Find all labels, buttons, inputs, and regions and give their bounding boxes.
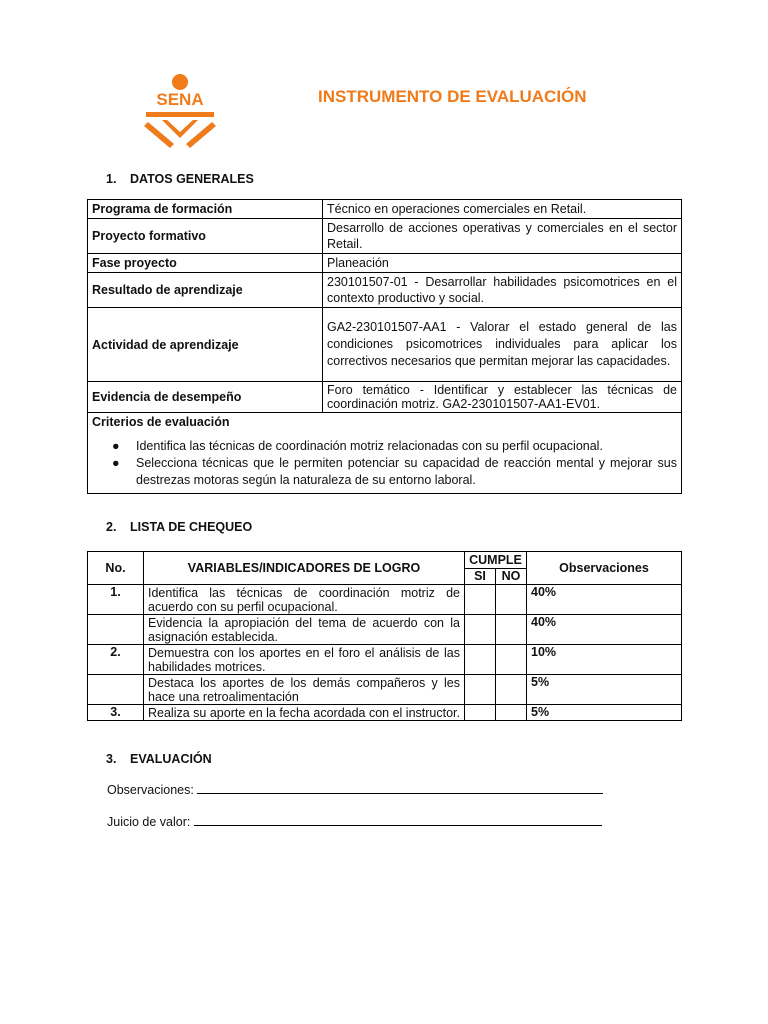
criteria-list [92, 438, 677, 489]
table-row [88, 645, 682, 675]
table-row [88, 200, 682, 219]
value-resultado: 230101507-01 - Desarrollar habilidades psicomotrices en el contexto productivo y social. [323, 273, 682, 308]
section-number: 1. [106, 172, 117, 186]
row-observation: 40% [527, 615, 682, 645]
checkbox-si[interactable] [465, 705, 496, 721]
label-evidencia: Evidencia de desempeño [88, 382, 323, 413]
label-resultado: Resultado de aprendizaje [88, 273, 323, 308]
section-evaluacion [106, 752, 212, 766]
value-actividad: GA2-230101507-AA1 - Valorar el estado general de las condiciones psicomotrices individuales para aplicar los correctivos necesarios que permitan mejorar las capacidades. [323, 308, 682, 382]
table-row [88, 219, 682, 254]
logo-text: SENA [156, 90, 204, 109]
row-number [88, 615, 144, 645]
section-number: 3. [106, 752, 117, 766]
row-observation: 40% [527, 585, 682, 615]
juicio-input-line[interactable] [194, 813, 602, 826]
checkbox-no[interactable] [496, 585, 527, 615]
row-indicator: Realiza su aporte en la fecha acordada con el instructor. [144, 705, 465, 721]
checkbox-si[interactable] [465, 675, 496, 705]
checkbox-no[interactable] [496, 645, 527, 675]
sena-logo [140, 72, 220, 152]
section-number: 2. [106, 520, 117, 534]
checkbox-si[interactable] [465, 585, 496, 615]
row-observation: 5% [527, 705, 682, 721]
row-indicator: Evidencia la apropiación del tema de acuerdo con la asignación establecida. [144, 615, 465, 645]
label-fase: Fase proyecto [88, 254, 323, 273]
checkbox-si[interactable] [465, 645, 496, 675]
label-actividad: Actividad de aprendizaje [88, 308, 323, 382]
section-title: DATOS GENERALES [130, 172, 254, 186]
checklist-table [87, 551, 682, 721]
label-proyecto: Proyecto formativo [88, 219, 323, 254]
row-indicator: Destaca los aportes de los demás compañeros y les hace una retroalimentación [144, 675, 465, 705]
value-evidencia: Foro temático - Identificar y establecer las técnicas de coordinación motriz. GA2-230101507-AA1-EV01. [323, 382, 682, 413]
row-number: 3. [88, 705, 144, 721]
juicio-label: Juicio de valor: [107, 815, 191, 829]
section-lista-chequeo [106, 520, 252, 534]
criteria-text: Identifica las técnicas de coordinación motriz relacionadas con su perfil ocupacional. [136, 439, 603, 453]
header-cumple: CUMPLE [465, 552, 527, 569]
table-row [88, 254, 682, 273]
observaciones-input-line[interactable] [197, 781, 603, 794]
table-row [88, 675, 682, 705]
criteria-title: Criterios de evaluación [92, 415, 230, 429]
table-row [88, 382, 682, 413]
document-title: INSTRUMENTO DE EVALUACIÓN [318, 87, 587, 106]
table-row [88, 615, 682, 645]
observaciones-label: Observaciones: [107, 783, 194, 797]
row-number [88, 675, 144, 705]
list-item [112, 438, 677, 455]
header-observaciones: Observaciones [527, 552, 682, 585]
section-title: LISTA DE CHEQUEO [130, 520, 253, 534]
juicio-field [107, 813, 602, 829]
table-row [88, 413, 682, 494]
checkbox-no[interactable] [496, 675, 527, 705]
section-title: EVALUACIÓN [130, 752, 212, 766]
checkbox-no[interactable] [496, 615, 527, 645]
observaciones-field [107, 781, 603, 797]
section-datos-generales [106, 172, 254, 186]
table-row [88, 308, 682, 382]
row-observation: 5% [527, 675, 682, 705]
row-number: 1. [88, 585, 144, 615]
table-row [88, 585, 682, 615]
row-number: 2. [88, 645, 144, 675]
table-header-row [88, 552, 682, 569]
row-indicator: Identifica las técnicas de coordinación motriz de acuerdo con su perfil ocupacional. [144, 585, 465, 615]
general-data-table [87, 199, 682, 494]
header-no-col: NO [496, 569, 527, 585]
list-item [112, 455, 677, 489]
header-si: SI [465, 569, 496, 585]
header-indicators: VARIABLES/INDICADORES DE LOGRO [144, 552, 465, 585]
row-observation: 10% [527, 645, 682, 675]
bullet-icon: ● [112, 456, 120, 470]
checkbox-si[interactable] [465, 615, 496, 645]
value-proyecto: Desarrollo de acciones operativas y comerciales en el sector Retail. [323, 219, 682, 254]
criteria-cell [88, 413, 682, 494]
row-indicator: Demuestra con los aportes en el foro el análisis de las habilidades motrices. [144, 645, 465, 675]
table-row [88, 273, 682, 308]
criteria-text: Selecciona técnicas que le permiten potenciar su capacidad de reacción mental y mejorar sus destrezas motoras según la naturaleza de su entorno laboral. [136, 456, 677, 487]
checkbox-no[interactable] [496, 705, 527, 721]
table-row [88, 705, 682, 721]
label-programa: Programa de formación [88, 200, 323, 219]
bullet-icon: ● [112, 439, 120, 453]
value-fase: Planeación [323, 254, 682, 273]
value-programa: Técnico en operaciones comerciales en Retail. [323, 200, 682, 219]
header-no: No. [88, 552, 144, 585]
